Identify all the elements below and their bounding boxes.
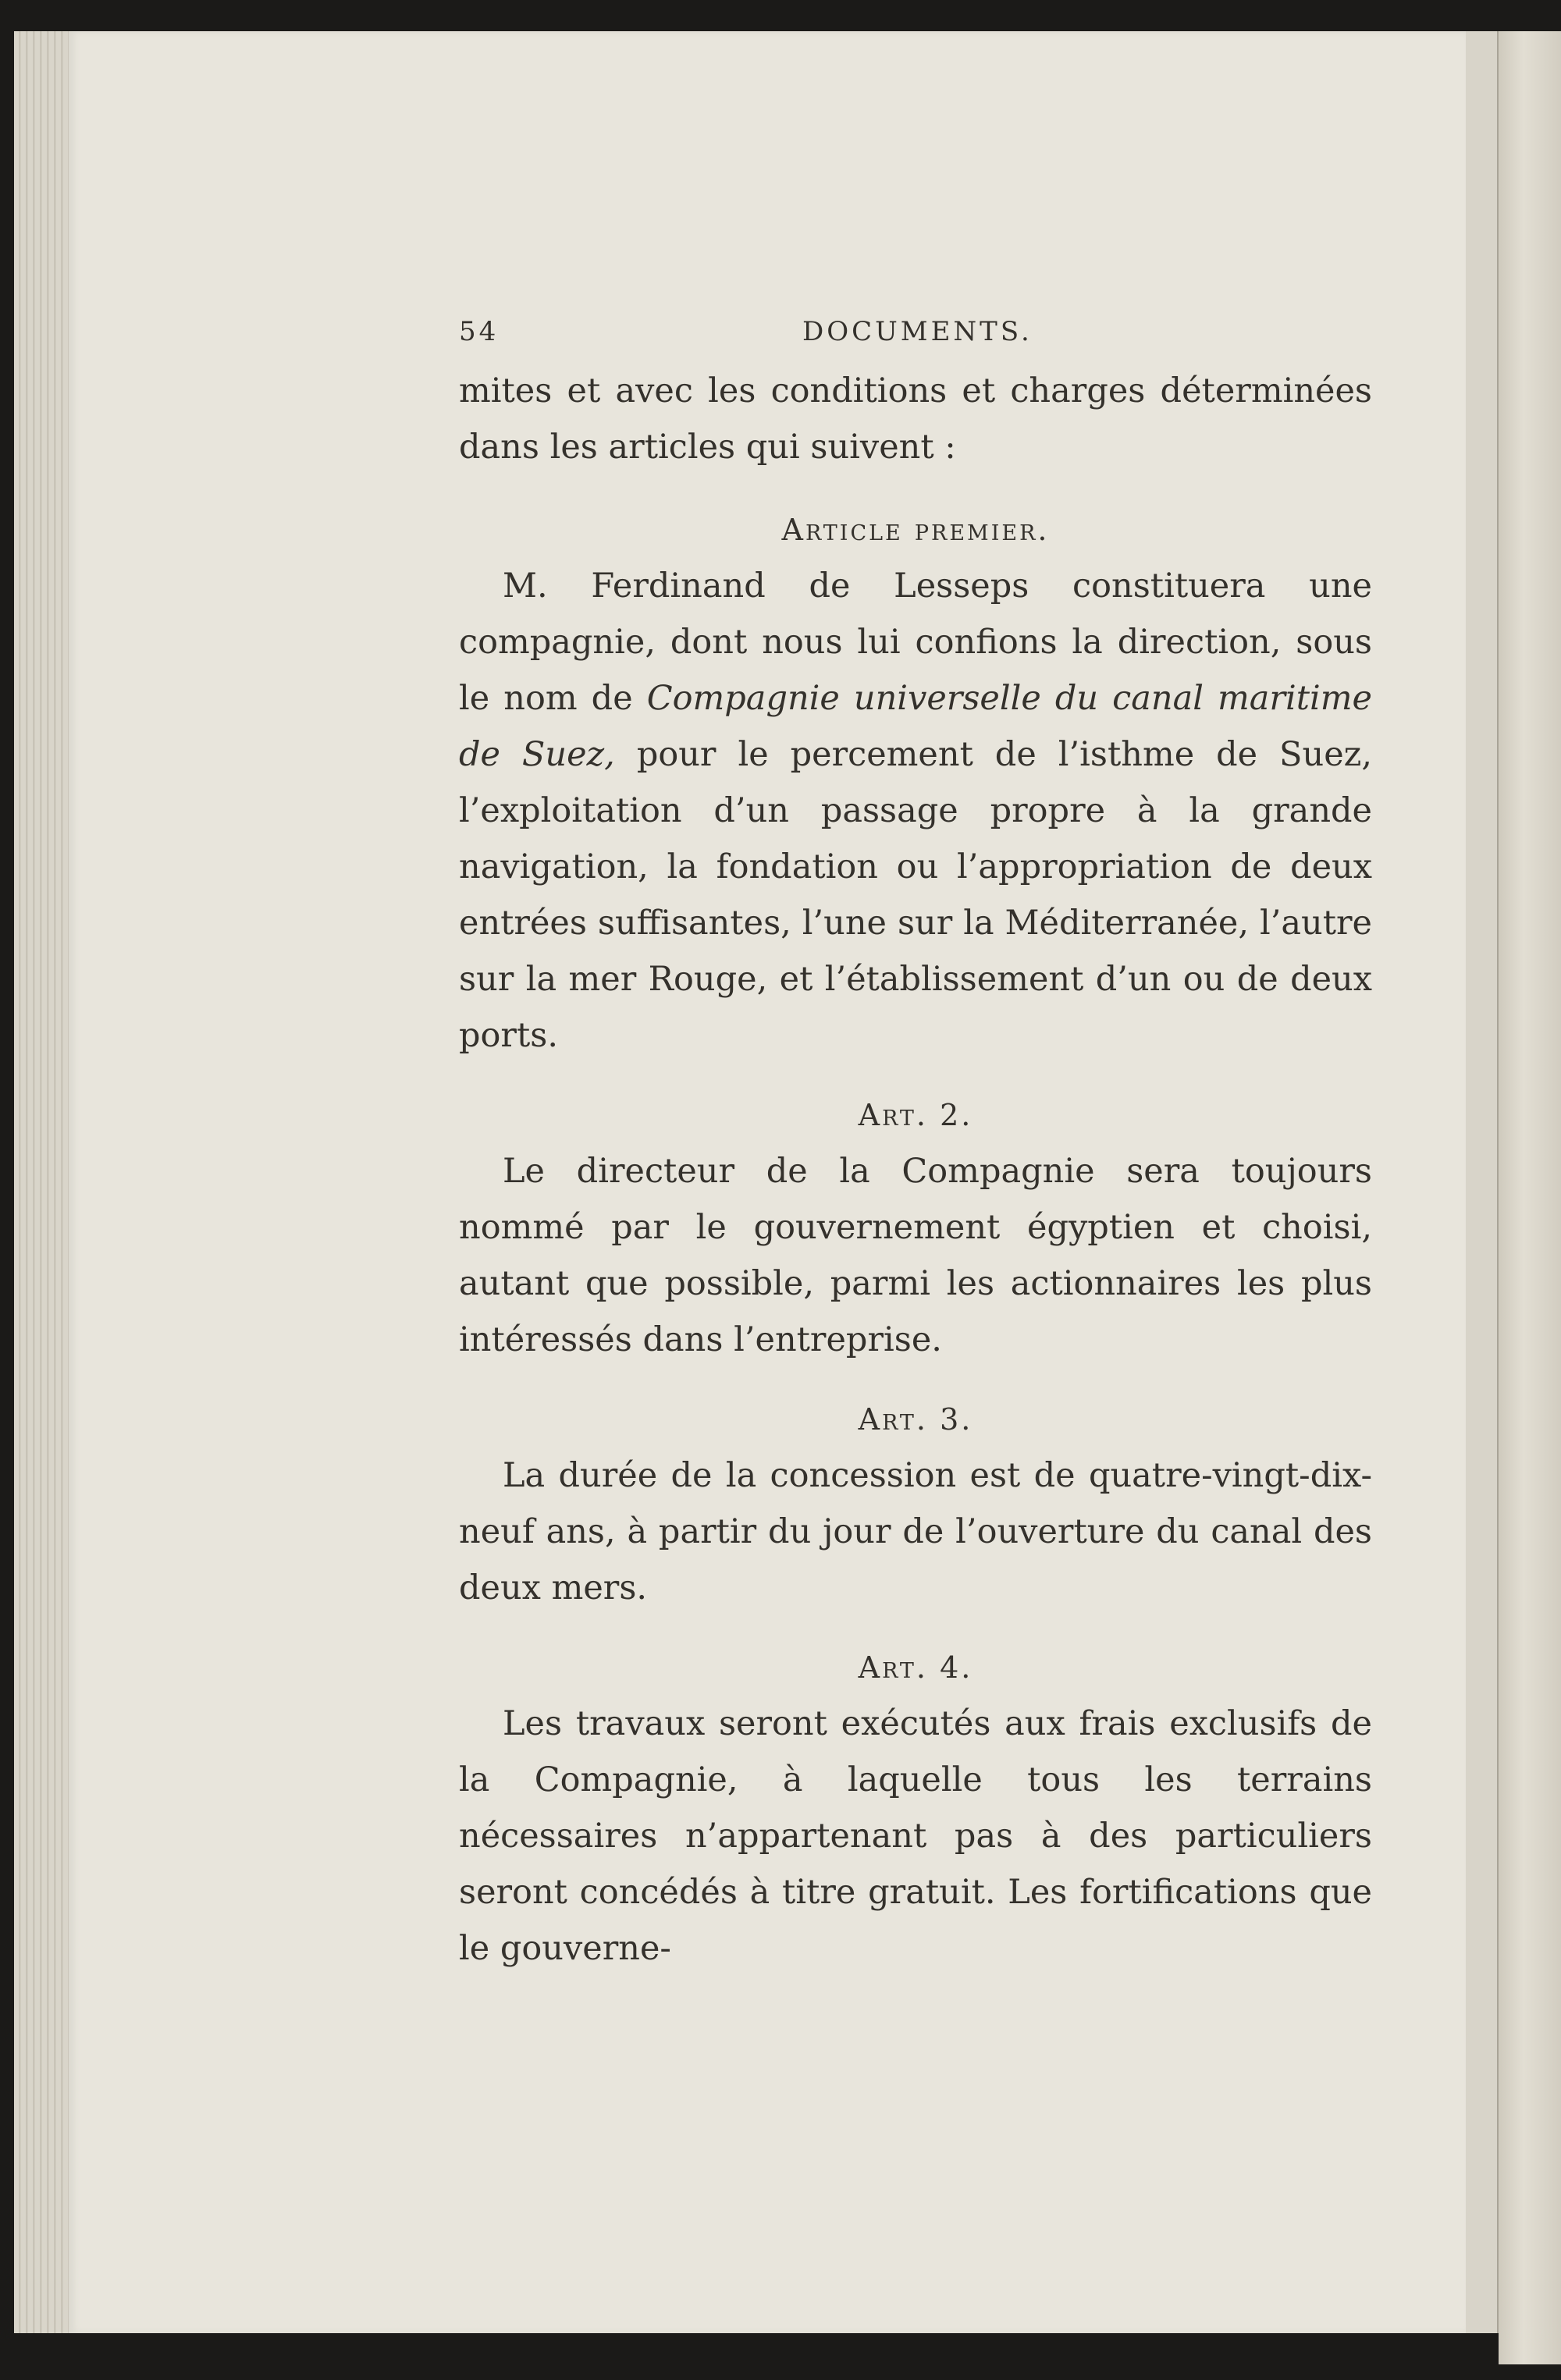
text-block (459, 316, 1372, 1977)
book-page (69, 31, 1466, 2333)
running-title: DOCUMENTS. (802, 316, 1033, 347)
article-2-heading: Art. 2. (858, 1098, 973, 1132)
article-4-paragraph: Les travaux seront exécutés aux frais exclusifs de la Compagnie, à laquelle tous les terrains nécessaires n’appartenant pas à des particuliers seront concédés à titre gratuit. Les fortifications que le gouverne- (459, 1704, 1372, 1968)
running-head (459, 316, 1372, 363)
article-1-text-after: pour le percement de l’isthme de Suez, l’exploitation d’un passage propre à la grande navigation, la fondation ou l’appropriation de deux entrées suffisantes, l’une sur la Méditerranée, l’autre sur la mer Rouge, et l’établissement d’un ou de deux ports. (459, 735, 1372, 1055)
article-1-text-before: M. Ferdinand de Lesseps constituera une compagnie, dont nous lui confions la direction, sous le nom de (459, 567, 1372, 718)
article-1-heading: Article premier. (781, 513, 1050, 547)
article-1-paragraph (459, 558, 1372, 1064)
article-2-paragraph: Le directeur de la Compagnie sera toujours nommé par le gouvernement égyptien et choisi, autant que possible, parmi les actionnaires les plus intéressés dans l’entreprise. (459, 1152, 1372, 1359)
facing-page-edge (1499, 31, 1561, 2364)
intro-paragraph: mites et avec les conditions et charges déterminées dans les articles qui suivent : (459, 371, 1372, 467)
page-number: 54 (459, 316, 500, 347)
article-4-heading: Art. 4. (858, 1650, 973, 1685)
company-name: Compagnie universelle du canal maritime de Suez, (459, 679, 1372, 774)
article-3-heading: Art. 3. (858, 1402, 973, 1437)
page-edges (14, 31, 69, 2333)
article-3-paragraph: La durée de la concession est de quatre-vingt-dix-neuf ans, à partir du jour de l’ouverture du canal des deux mers. (459, 1456, 1372, 1607)
